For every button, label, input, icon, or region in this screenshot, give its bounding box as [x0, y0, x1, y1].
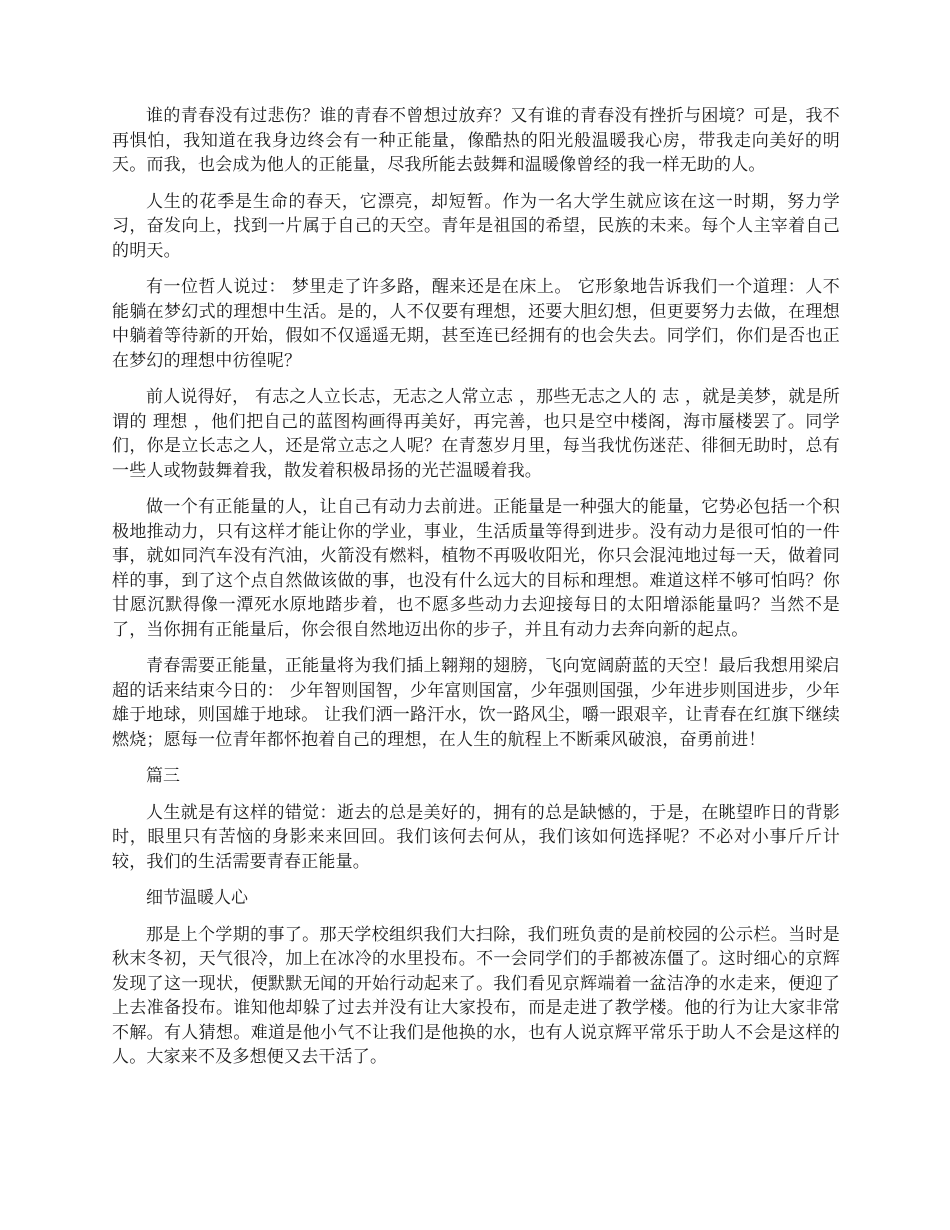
paragraph-5: 做一个有正能量的人，让自己有动力去前进。正能量是一种强大的能量，它势必包括一个积极地推动力，只有这样才能让你的学业，事业，生活质量等得到进步。没有动力是很可怕的一件事，就如同汽车没有汽油，火箭没有燃料，植物不再吸收阳光，你只会混沌地过每一天，做着同样的事，到了这个点自然做该做的事，也没有什么远大的目标和理想。难道这样不够可怕吗？你甘愿沉默得像一潭死水原地踏步着，也不愿多些动力去迎接每日的太阳增添能量吗？当然不是了，当你拥有正能量后，你会很自然地迈出你的步子，并且有动力去奔向新的起点。 — [112, 497, 840, 640]
document-page — [112, 104, 840, 1082]
section-heading: 篇三 — [146, 766, 180, 786]
paragraph-1: 谁的青春没有过悲伤？谁的青春不曾想过放弃？又有谁的青春没有挫折与困境？可是，我不再惧怕，我知道在我身边终会有一种正能量，像酷热的阳光般温暖我心房，带我走向美好的明天。而我，也会成为他人的正能量，尽我所能去鼓舞和温暖像曾经的我一样无助的人。 — [112, 106, 840, 175]
paragraph-3: 有一位哲人说过： 梦里走了许多路，醒来还是在床上。 它形象地告诉我们一个道理：人不能躺在梦幻式的理想中生活。是的，人不仅要有理想，还要大胆幻想，但更要努力去做，在理想中躺着等待新的开始，假如不仅遥遥无期，甚至连已经拥有的也会失去。同学们，你们是否也正在梦幻的理想中彷徨呢？ — [112, 277, 840, 371]
subtitle: 细节温暖人心 — [146, 888, 248, 908]
paragraph-8: 那是上个学期的事了。那天学校组织我们大扫除，我们班负责的是前校园的公示栏。当时是秋末冬初，天气很冷，加上在冰冷的水里投布。不一会同学们的手都被冻僵了。这时细心的京辉发现了这一现状，便默默无闻的开始行动起来了。我们看见京辉端着一盆洁净的水走来，便迎了上去准备投布。谁知他却躲了过去并没有让大家投布，而是走进了教学楼。他的行为让大家非常不解。有人猜想。难道是他小气不让我们是他换的水，也有人说京辉平常乐于助人不会是这样的人。大家来不及多想便又去干活了。 — [112, 924, 840, 1067]
paragraph-2: 人生的花季是生命的春天，它漂亮，却短暂。作为一名大学生就应该在这一时期，努力学习，奋发向上，找到一片属于自己的天空。青年是祖国的希望，民族的未来。每个人主宰着自己的明天。 — [112, 191, 840, 261]
paragraph-6: 青春需要正能量，正能量将为我们插上翱翔的翅膀，飞向宽阔蔚蓝的天空！最后我想用梁启超的话来结束今日的： 少年智则国智，少年富则国富，少年强则国强，少年进步则国进步，少年雄于地球，则国雄于地球。 让我们洒一路汗水，饮一路风尘，嚼一跟艰辛，让青春在红旗下继续燃烧；愿每一位青年都怀抱着自己的理想，在人生的航程上不断乘风破浪，奋勇前进！ — [112, 656, 841, 750]
paragraph-7: 人生就是有这样的错觉：逝去的总是美好的，拥有的总是缺憾的，于是，在眺望昨日的背影时，眼里只有苦恼的身影来来回回。我们该何去何从，我们该如何选择呢？不必对小事斤斤计较，我们的生活需要青春正能量。 — [112, 802, 840, 872]
paragraph-4: 前人说得好， 有志之人立长志，无志之人常立志 ，那些无志之人的 志 ，就是美梦，就是所谓的 理想 ，他们把自己的蓝图构画得再美好，再完善，也只是空中楼阁，海市蜃楼罢了。同学们，你是立长志之人，还是常立志之人呢？在青葱岁月里，每当我忧伤迷茫、徘徊无助时，总有一些人或物鼓舞着我，散发着积极昂扬的光芒温暖着我。 — [112, 387, 840, 481]
